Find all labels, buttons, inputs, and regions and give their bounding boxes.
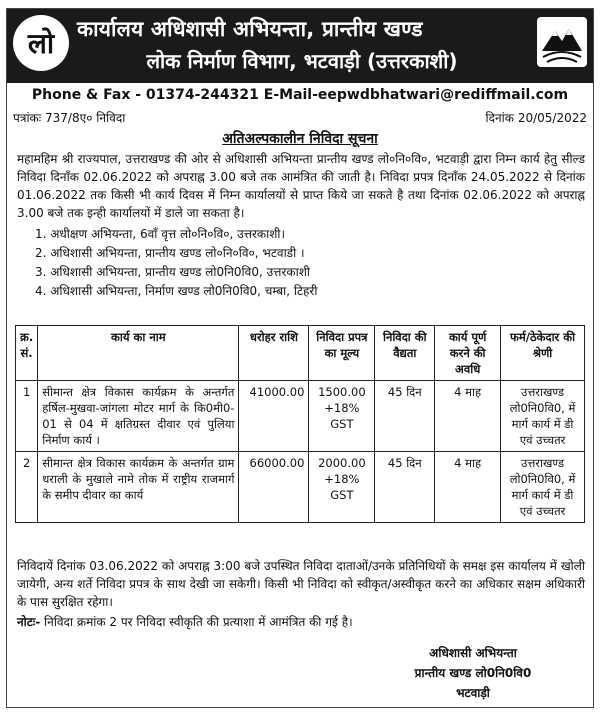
note-label: नोटः- — [17, 615, 41, 629]
cell-work-name: सीमान्त क्षेत्र विकास कार्यक्रम के अन्तर्गत हर्षिल-मुखवा-जांगला मोटर मार्ग के कि0मी0-01 से 04 में क्षतिग्रस्त दीवार एवं पुलिया निर्माण कार्य । — [38, 381, 239, 452]
cell-work-name: सीमान्त क्षेत्र विकास कार्यक्रम के अन्तर्गत ग्राम धराली के मुखाले नामे तोक में राष्ट्रीय राजमार्ग के समीप दीवार का कार्य — [38, 452, 239, 523]
cell-deposit: 41000.00 — [239, 381, 309, 452]
office-list — [35, 225, 575, 301]
list-item: 2. अधिशासी अभियन्ता, प्रान्तीय खण्ड लो०नि०वि०, भटवाडी । — [35, 246, 305, 260]
header-sn: क्र. सं. — [16, 326, 38, 381]
header-period: कार्य पूर्ण करने की अवधि — [435, 326, 501, 381]
fee-amount: 2000.00 — [318, 456, 366, 470]
signature-place: भटवाड़ी — [456, 686, 490, 700]
department-logo-icon: लो — [13, 15, 69, 71]
cell-period: 4 माह — [435, 381, 501, 452]
cell-validity: 45 दिन — [375, 381, 435, 452]
cell-category: उत्तराखण्ड लो0नि0वि0, में मार्ग कार्य में डी एवं उच्चतर — [501, 452, 585, 523]
notice-page — [6, 8, 594, 708]
header-work-name: कार्य का नाम — [38, 326, 239, 381]
signature-block — [373, 643, 573, 703]
note-line — [17, 613, 585, 630]
closing-paragraph: निविदायें दिनांक 03.06.2022 को अपराह्न 3:00 बजे उपस्थित निविदा दाताओं/उनके प्रतिनिधियों के समक्ष इस कार्यालय में खोली जायेगी, अन्य शर्ते निविदा प्रपत्र के साथ देखी जा सकेगी। किसी भी निविदा को स्वीकृत/अस्वीकृत करने का अधिकार सक्षम अधिकारी के पास सुरक्षित रहेगा। — [17, 559, 585, 609]
letter-date: दिनांक 20/05/2022 — [485, 111, 587, 125]
table-row — [16, 381, 585, 452]
office-title: कार्यालय अधिशासी अभियन्ता, प्रान्तीय खण्ड — [77, 17, 423, 41]
fee-gst: +18% — [324, 472, 360, 486]
header-form-fee: निविदा प्रपत्र का मूल्य — [309, 326, 375, 381]
header-category: फर्म/ठेकेदार की श्रेणी — [501, 326, 585, 381]
cell-validity: 45 दिन — [375, 452, 435, 523]
cell-deposit: 66000.00 — [239, 452, 309, 523]
fee-gst: +18% — [324, 401, 360, 415]
table-row — [16, 452, 585, 523]
table-header-row — [16, 326, 585, 381]
header-validity: निविदा की वैद्यता — [375, 326, 435, 381]
fee-amount: 1500.00 — [318, 385, 366, 399]
cell-sn: 1 — [16, 381, 38, 452]
note-text: निविदा क्रमांक 2 पर निविदा स्वीकृति की प्रत्याशा में आमंत्रित की गई है। — [40, 615, 353, 629]
letter-number: पत्रांकः 737/8ए० निविदा — [13, 111, 126, 125]
signature-designation: अधिशासी अभियन्ता — [429, 646, 517, 660]
fee-gst-label: GST — [330, 417, 354, 431]
cell-form-fee — [309, 381, 375, 452]
cell-category: उत्तराखण्ड लो0नि0वि0, में मार्ग कार्य में डी एवं उच्चतर — [501, 381, 585, 452]
letterhead — [7, 9, 593, 83]
cell-sn: 2 — [16, 452, 38, 523]
works-table — [15, 325, 585, 523]
intro-paragraph: महामहिम श्री राज्यपाल, उत्तराखण्ड की ओर से अधिशासी अभियन्ता प्रान्तीय खण्ड लो०नि०वि०, भटवाड़ी द्वारा निम्न कार्य हेतु सील्ड निविदा दिनाँक 02.06.2022 को अपराह्न 3.00 बजे तक आमंत्रित की जाती है। निविदा प्रपत्र दिनाँक 24.05.2022 से दिनांक 01.06.2022 तक किसी भी कार्य दिवस में निम्न कार्यालयों से प्राप्त किये जा सकते है तथा दिनांक 02.06.2022 को अपराह्न 3.00 बजे तक इन्ही कार्यालयों में डाले जा सकता है। — [17, 152, 585, 220]
fee-gst-label: GST — [330, 488, 354, 502]
list-item: 1. अधीक्षण अभियन्ता, 6वाँ वृत्त लो०नि०वि०, उत्तरकाशी। — [35, 227, 286, 241]
header-deposit: धरोहर राशि — [239, 326, 309, 381]
notice-title-text: अतिअल्पकालीन निविदा सूचना — [222, 131, 378, 147]
list-item: 3. अधिशासी अभियन्ता, प्रान्तीय खण्ड लो0नि0वि0, उत्तरकाशी — [35, 265, 310, 279]
state-emblem-icon — [537, 17, 587, 67]
department-title: लोक निर्माण विभाग, भटवाड़ी (उत्तरकाशी) — [146, 49, 458, 73]
list-item: 4. अधिशासी अभियन्ता, निर्माण खण्ड लो0नि0वि0, चम्बा, टिहरी — [35, 284, 318, 298]
cell-period: 4 माह — [435, 452, 501, 523]
signature-division: प्रान्तीय खण्ड लो0नि0वि0 — [414, 666, 532, 680]
notice-title — [7, 129, 593, 148]
contact-line: Phone & Fax - 01374-244321 E-Mail-eepwdbhatwari@rediffmail.com — [31, 87, 569, 103]
cell-form-fee — [309, 452, 375, 523]
